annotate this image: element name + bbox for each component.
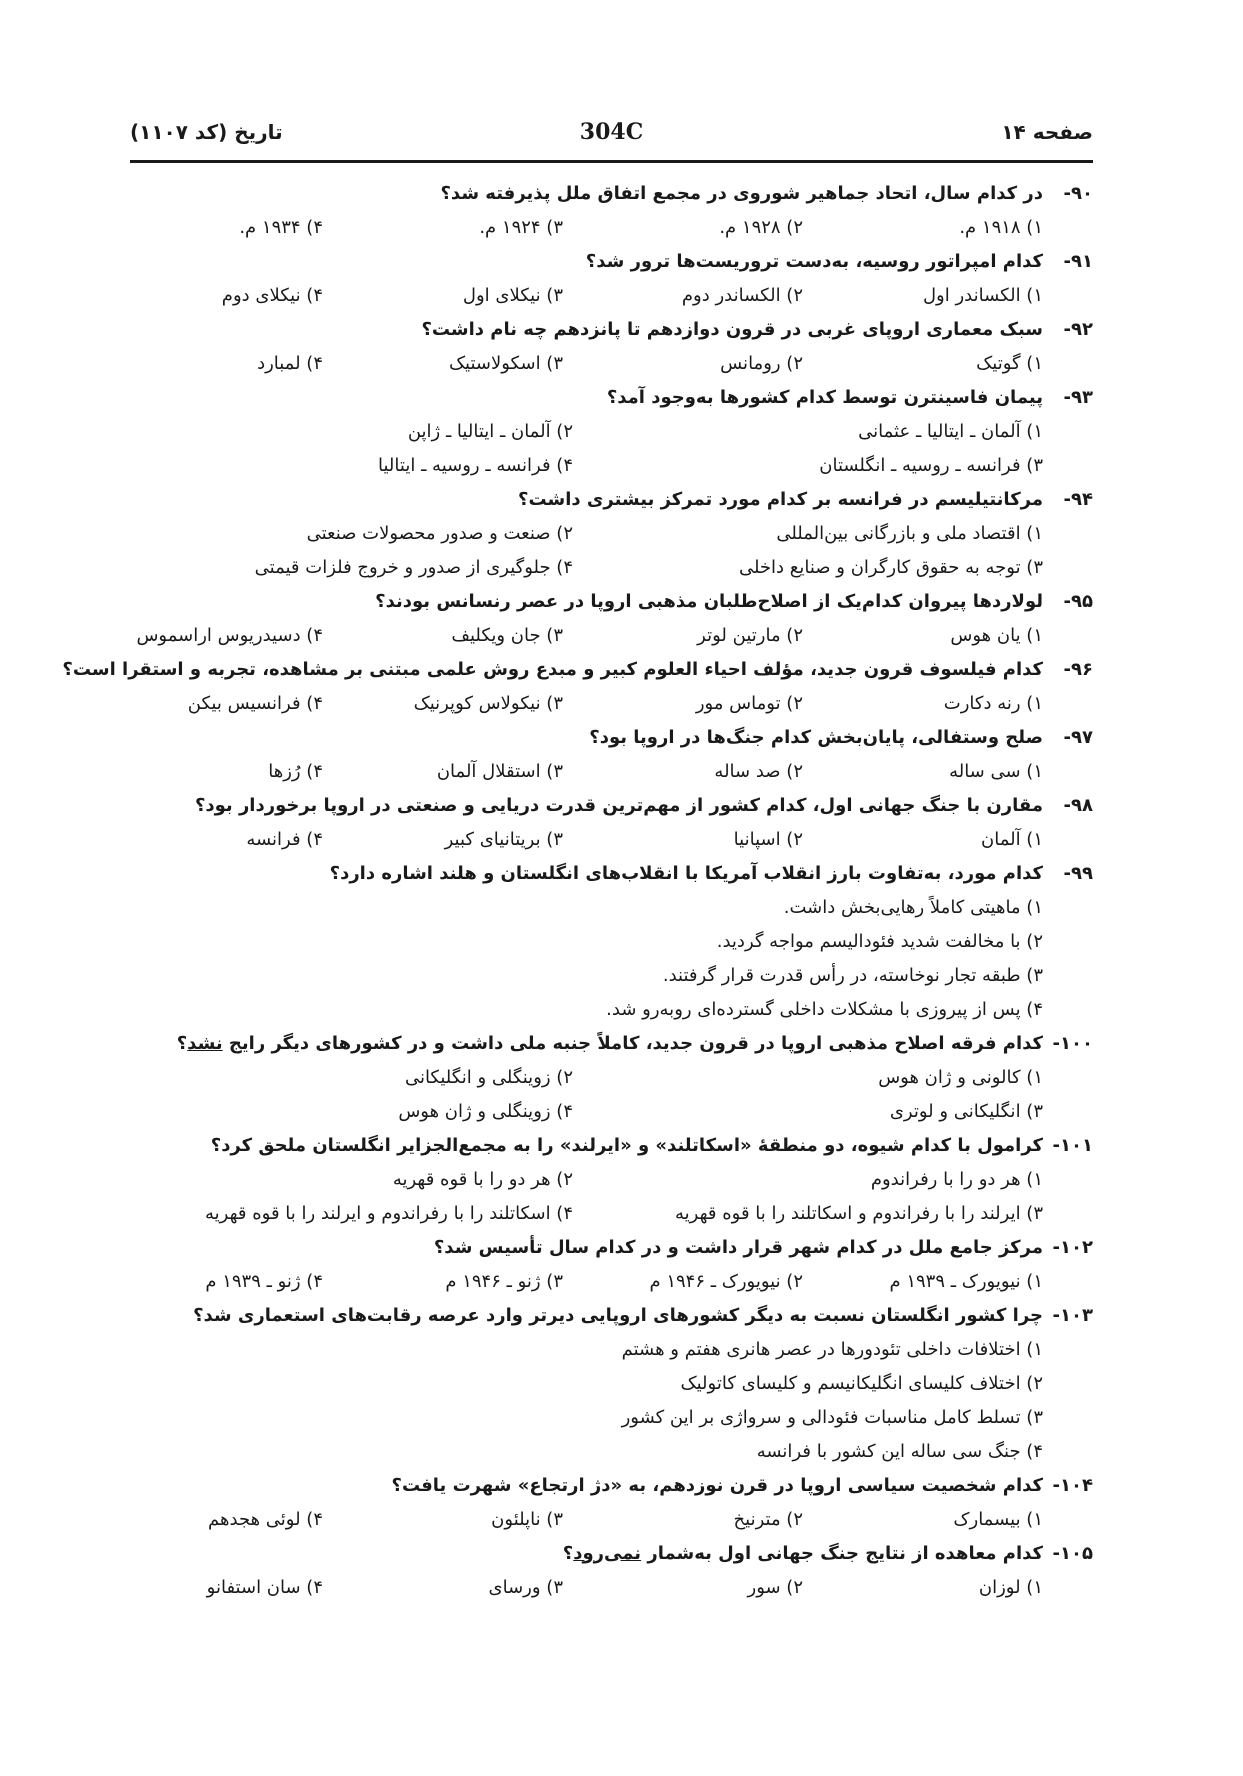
question-line [130,584,1093,618]
question-item [130,788,1093,856]
answer-options [130,210,1043,244]
question-text: مرکز جامع ملل در کدام شهر قرار داشت و در کدام سال تأسیس شد؟ [433,1236,1043,1258]
question-text: کرامول با کدام شیوه، دو منطقهٔ «اسکاتلند» و «ایرلند» را به مجمع‌الجزایر انگلستان ملحق کرد؟ [210,1134,1043,1156]
answer-options [130,618,1043,652]
answer-option: ۳) نیکولاس کوپرنیک [413,692,563,714]
question-text: در کدام سال، اتحاد جماهیر شوروی در مجمع اتفاق ملل پذیرفته شد؟ [440,182,1043,204]
answer-option: ۱) آلمان [980,828,1043,850]
answer-options [130,1162,1043,1230]
answer-option: ۲) هر دو را با قوه قهریه [392,1168,573,1190]
answer-option: ۱) ۱۹۱۸ م. [959,216,1043,238]
answer-option: ۱) آلمان ـ ایتالیا ـ عثمانی [858,420,1043,442]
question-line [130,720,1093,754]
question-line [130,1026,1093,1060]
answer-option: ۳) فرانسه ـ روسیه ـ انگلستان [819,454,1043,476]
answer-option: ۱) سی ساله [949,760,1043,782]
question-item [130,482,1093,584]
options-row [130,890,1043,924]
question-line [130,312,1093,346]
options-row [130,1162,1043,1196]
answer-option: ۴) جلوگیری از صدور و خروج فلزات قیمتی [254,556,573,578]
answer-option: ۴) نیکلای دوم [221,284,323,306]
question-item [130,856,1093,1026]
answer-option: ۱) لوزان [978,1576,1043,1598]
answer-option: ۲) اسپانیا [733,828,803,850]
question-number: ۹۰- [1063,182,1093,204]
answer-option: ۳) استقلال آلمان [436,760,563,782]
answer-options [130,278,1043,312]
question-text: کدام مورد، به‌تفاوت بارز انقلاب آمریکا با انقلاب‌های انگلستان و هلند اشاره دارد؟ [329,862,1043,884]
answer-option: ۳) اسکولاستیک [448,352,563,374]
answer-option: ۳) نیکلای اول [462,284,563,306]
answer-option: ۴) فرانسه ـ روسیه ـ ایتالیا [378,454,573,476]
question-text-part: کدام فرقه اصلاح مذهبی اروپا در قرون جدید، کاملاً جنبه ملی داشت و در کشورهای دیگر رایج [222,1032,1043,1054]
question-item [130,584,1093,652]
answer-option: ۴) اسکاتلند را با رفراندوم و ایرلند را با قوه قهریه [205,1202,573,1224]
question-line [130,1128,1093,1162]
question-text: مقارن با جنگ جهانی اول، کدام کشور از مهم‌ترین قدرت دریایی و صنعتی در اروپا برخوردار بود؟ [194,794,1043,816]
answer-option: ۲) سور [747,1576,803,1598]
question-number: ۹۹- [1063,862,1093,884]
options-row [130,1434,1043,1468]
question-text: صلح وستفالی، پایان‌بخش کدام جنگ‌ها در اروپا بود؟ [589,726,1043,748]
options-row [130,924,1043,958]
question-number: ۹۴- [1063,488,1093,510]
options-row [130,822,1043,856]
answer-option: ۲) ۱۹۲۸ م. [719,216,803,238]
question-text: مرکانتیلیسم در فرانسه بر کدام مورد تمرکز بیشتری داشت؟ [518,488,1043,510]
answer-option: ۲) اختلاف کلیسای انگلیکانیسم و کلیسای کاتولیک [680,1372,1043,1394]
question-line [62,652,1093,686]
question-line [130,788,1093,822]
answer-option: ۲) رومانس [720,352,803,374]
answer-option: ۱) ماهیتی کاملاً رهایی‌بخش داشت. [783,896,1043,918]
question-text: چرا کشور انگلستان نسبت به دیگر کشورهای اروپایی دیرتر وارد عرصه رقابت‌های استعماری شد؟ [193,1304,1043,1326]
options-row [130,1366,1043,1400]
question-text-emphasis: نشد [187,1032,223,1054]
question-number: ۱۰۴- [1052,1474,1093,1496]
question-line [130,1468,1093,1502]
booklet-code: 304C [579,119,644,145]
question-line [130,244,1093,278]
question-text: کدام فیلسوف قرون جدید، مؤلف احیاء العلوم کبیر و مبدع روش علمی مبتنی بر مشاهده، تجربه و استقرا است؟ [62,658,1043,680]
question-number: ۱۰۱- [1052,1134,1093,1156]
options-row [130,754,1043,788]
answer-options [130,516,1043,584]
question-text: پیمان فاسینترن توسط کدام کشورها به‌وجود آمد؟ [606,386,1043,408]
options-row [130,618,1043,652]
question-number: ۹۸- [1063,794,1093,816]
answer-options [130,686,1043,720]
exam-subject-code: تاریخ (کد ۱۱۰۷) [130,120,283,144]
answer-options [130,1570,1043,1604]
question-item [130,176,1093,244]
answer-option: ۱) هر دو را با رفراندوم [870,1168,1043,1190]
answer-options [130,1502,1043,1536]
answer-option: ۳) ورسای [488,1576,563,1598]
question-text-part: ؟ [562,1542,574,1564]
question-number: ۹۶- [1063,658,1093,680]
question-line [130,176,1093,210]
answer-option: ۲) مترنیخ [733,1508,803,1530]
options-row [130,1570,1043,1604]
question-text: کدام امپراتور روسیه، به‌دست تروریست‌ها ترور شد؟ [585,250,1043,272]
answer-option: ۱) رنه دکارت [943,692,1043,714]
question-number: ۹۲- [1063,318,1093,340]
answer-option: ۴) سان استفانو [206,1576,323,1598]
answer-option: ۲) توماس مور [695,692,803,714]
options-row [130,550,1043,584]
question-line [130,482,1093,516]
question-list [62,176,1093,1604]
answer-option: ۴) لوئی هجدهم [208,1508,323,1530]
options-row [130,1400,1043,1434]
question-text: کدام شخصیت سیاسی اروپا در قرن نوزدهم، به «دژ ارتجاع» شهرت یافت؟ [391,1474,1043,1496]
question-item [130,1468,1093,1536]
options-row [130,958,1043,992]
question-line [130,1298,1093,1332]
question-line [130,1230,1093,1264]
answer-option: ۱) الکساندر اول [922,284,1043,306]
answer-option: ۱) اختلافات داخلی تئودورها در عصر هانری هفتم و هشتم [621,1338,1043,1360]
options-row [130,1094,1043,1128]
answer-option: ۴) زوینگلی و ژان هوس [398,1100,573,1122]
answer-option: ۳) انگلیکانی و لوتری [889,1100,1043,1122]
question-line [130,856,1093,890]
options-row [130,1502,1043,1536]
question-item [62,652,1093,720]
options-row [130,414,1043,448]
answer-option: ۴) ژنو ـ ۱۹۳۹ م [205,1270,323,1292]
answer-options [130,1060,1043,1128]
question-number: ۹۵- [1063,590,1093,612]
answer-option: ۳) تسلط کامل مناسبات فئودالی و سرواژی بر این کشور [621,1406,1043,1428]
options-row [130,210,1043,244]
options-row [130,516,1043,550]
answer-option: ۲) زوینگلی و انگلیکانی [404,1066,573,1088]
question-number: ۹۱- [1063,250,1093,272]
options-row [130,278,1043,312]
answer-options [130,346,1043,380]
question-text-part: ؟ [176,1032,188,1054]
answer-options [130,1264,1043,1298]
answer-option: ۲) صنعت و صدور محصولات صنعتی [306,522,573,544]
answer-options [130,414,1043,482]
page-number: صفحه ۱۴ [1001,120,1093,144]
answer-option: ۲) مارتین لوتر [697,624,803,646]
answer-option: ۴) پس از پیروزی با مشکلات داخلی گسترده‌ای روبه‌رو شد. [606,998,1043,1020]
options-row [130,1196,1043,1230]
question-item [130,1230,1093,1298]
answer-option: ۳) بریتانیای کبیر [444,828,563,850]
question-line [130,380,1093,414]
answer-option: ۱) گوتیک [976,352,1043,374]
header-divider [130,160,1093,163]
answer-option: ۳) ایرلند را با رفراندوم و اسکاتلند را با قوه قهریه [675,1202,1043,1224]
options-row [130,1060,1043,1094]
options-row [130,992,1043,1026]
question-text: لولاردها پیروان کدام‌یک از اصلاح‌طلبان مذهبی اروپا در عصر رنسانس بودند؟ [375,590,1043,612]
question-line [130,1536,1093,1570]
question-text: سبک معماری اروپای غربی در قرون دوازدهم تا پانزدهم چه نام داشت؟ [421,318,1043,340]
answer-option: ۲) آلمان ـ ایتالیا ـ ژاپن [407,420,573,442]
answer-option: ۱) کالونی و ژان هوس [878,1066,1043,1088]
answer-option: ۲) نیویورک ـ ۱۹۴۶ م [649,1270,803,1292]
answer-option: ۴) رُزها [268,760,323,782]
answer-option: ۳) ژنو ـ ۱۹۴۶ م [445,1270,563,1292]
question-item [130,1128,1093,1230]
answer-option: ۳) جان ویکلیف [451,624,563,646]
answer-options [130,754,1043,788]
question-item [130,720,1093,788]
answer-options [130,890,1043,1026]
answer-option: ۳) طبقه تجار نوخاسته، در رأس قدرت قرار گرفتند. [662,964,1043,986]
answer-option: ۲) صد ساله [714,760,803,782]
answer-options [130,822,1043,856]
question-text [177,1033,1043,1054]
question-number: ۱۰۲- [1052,1236,1093,1258]
options-row [130,686,1043,720]
question-number: ۱۰۰- [1052,1032,1093,1054]
options-row [130,1332,1043,1366]
question-item [130,1026,1093,1128]
answer-option: ۲) الکساندر دوم [681,284,803,306]
question-item [130,312,1093,380]
answer-option: ۱) بیسمارک [953,1508,1043,1530]
options-row [130,448,1043,482]
page-header [130,112,1093,152]
question-number: ۹۳- [1063,386,1093,408]
options-row [130,346,1043,380]
answer-option: ۴) لمبارد [257,352,323,374]
question-item [130,1298,1093,1468]
answer-option: ۳) توجه به حقوق کارگران و صنایع داخلی [738,556,1043,578]
answer-option: ۱) یان هوس [950,624,1043,646]
answer-option: ۱) نیویورک ـ ۱۹۳۹ م [889,1270,1043,1292]
question-item [130,380,1093,482]
answer-options [130,1332,1043,1468]
question-number: ۱۰۳- [1052,1304,1093,1326]
question-number: ۱۰۵- [1052,1542,1093,1564]
answer-option: ۴) دسیدریوس اراسموس [136,624,323,646]
answer-option: ۴) جنگ سی ساله این کشور با فرانسه [756,1440,1043,1462]
answer-option: ۲) با مخالفت شدید فئودالیسم مواجه گردید. [716,930,1043,952]
answer-option: ۱) اقتصاد ملی و بازرگانی بین‌المللی [776,522,1043,544]
answer-option: ۳) ۱۹۲۴ م. [479,216,563,238]
answer-option: ۳) ناپلئون [491,1508,563,1530]
question-text [563,1543,1043,1564]
question-item [130,244,1093,312]
question-text-part: کدام معاهده از نتایج جنگ جهانی اول به‌شمار [641,1542,1043,1564]
answer-option: ۴) فرانسیس بیکن [187,692,323,714]
answer-option: ۴) فرانسه [246,828,323,850]
question-item [130,1536,1093,1604]
question-text-emphasis: نمی‌رود [573,1542,642,1564]
question-number: ۹۷- [1063,726,1093,748]
options-row [130,1264,1043,1298]
answer-option: ۴) ۱۹۳۴ م. [239,216,323,238]
